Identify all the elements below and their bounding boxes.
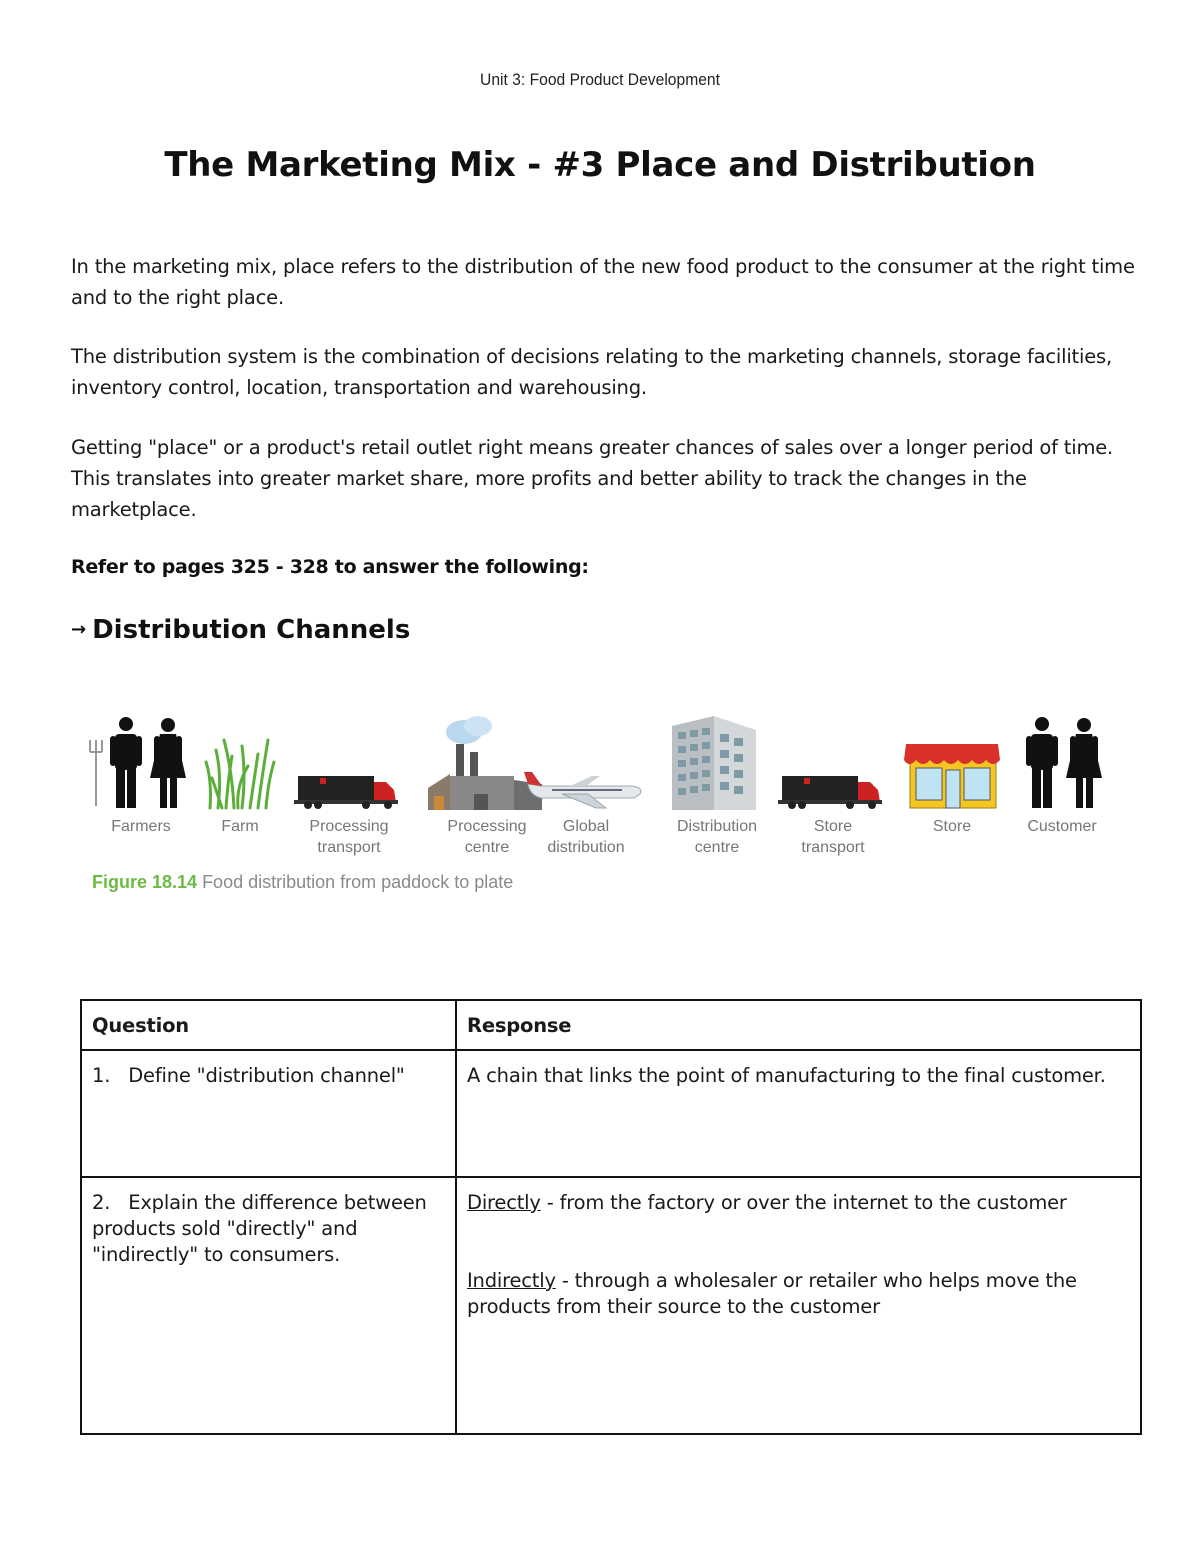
- response-cell: [456, 1177, 1141, 1434]
- figure-step-label: Customer: [1027, 818, 1097, 835]
- figure-step-label: Farmers: [111, 818, 171, 835]
- figure-step-farm: [202, 710, 278, 837]
- figure-step-label: centre: [464, 839, 510, 856]
- question-response-table: [80, 999, 1142, 1435]
- truck-icon: [774, 710, 892, 810]
- figure-step-customer: [1012, 710, 1112, 837]
- figure-caption-text: Food distribution from paddock to plate: [202, 872, 514, 892]
- distribution-system-paragraph: The distribution system is the combination of decisions relating to the marketing channels, storage facilities, inventory control, location, transportation and warehousing.: [71, 345, 1112, 399]
- figure-step-farmers: [88, 710, 194, 837]
- figure-step-label: transport: [317, 839, 381, 856]
- figure-step-label: Processing: [447, 818, 527, 835]
- customer-icon: [1012, 710, 1112, 810]
- figure-step-label: Store: [932, 818, 972, 835]
- indirect-response: [467, 1268, 1130, 1320]
- table-row: [81, 1050, 1141, 1177]
- question-number: 2.: [92, 1191, 111, 1214]
- distribution-figure: [88, 710, 1118, 900]
- arrow-icon: →: [71, 619, 87, 640]
- farm-icon: [202, 710, 278, 810]
- truck-icon: [290, 710, 408, 810]
- question-cell: [81, 1050, 456, 1177]
- question-header: Question: [81, 1000, 456, 1050]
- unit-header: Unit 3: Food Product Development: [480, 70, 720, 89]
- response-cell: [456, 1050, 1141, 1177]
- building-icon: [660, 710, 774, 810]
- figure-step-label: Store: [813, 818, 853, 835]
- direct-term: Directly: [467, 1191, 541, 1214]
- figure-number: Figure 18.14: [92, 872, 198, 892]
- table-row: [81, 1177, 1141, 1434]
- store-icon: [900, 710, 1004, 810]
- figure-caption: [92, 872, 513, 893]
- indirect-text: - through a wholesaler or retailer who helps move the products from their source to the customer: [467, 1269, 1077, 1318]
- refer-instruction: Refer to pages 325 - 328 to answer the following:: [71, 556, 589, 578]
- figure-step-store: [900, 710, 1004, 837]
- figure-step-label: transport: [801, 839, 865, 856]
- farmers-icon: [88, 710, 194, 810]
- figure-step-label: Farm: [221, 818, 259, 835]
- figure-step-label: Global: [562, 818, 610, 835]
- table-header-row: [81, 1000, 1141, 1050]
- figure-step-label: Distribution: [676, 818, 758, 835]
- figure-step-processing-transport: [290, 710, 408, 858]
- place-paragraph: Getting "place" or a product's retail outlet right means greater chances of sales over a longer period of time. This translates into greater market share, more profits and better ability to track the changes in the marketplace.: [71, 436, 1114, 521]
- airplane-icon: [522, 710, 650, 810]
- question-number: 1.: [92, 1064, 111, 1087]
- question-text: Explain the difference between products sold "directly" and "indirectly" to consumers.: [92, 1191, 427, 1266]
- page-title: The Marketing Mix - #3 Place and Distribution: [164, 145, 1036, 185]
- response-header: Response: [456, 1000, 1141, 1050]
- question-cell: [81, 1177, 456, 1434]
- figure-step-label: distribution: [547, 839, 625, 856]
- section-heading-text: Distribution Channels: [92, 615, 411, 645]
- indirect-term: Indirectly: [467, 1269, 556, 1292]
- response-text: A chain that links the point of manufacturing to the final customer.: [467, 1064, 1106, 1087]
- section-heading: [71, 615, 410, 645]
- figure-step-distribution-centre: [660, 710, 774, 858]
- figure-step-label: Processing: [309, 818, 389, 835]
- figure-step-global-distribution: [522, 710, 650, 858]
- question-text: Define "distribution channel": [128, 1064, 405, 1087]
- direct-response: [467, 1190, 1130, 1216]
- figure-step-label: centre: [694, 839, 740, 856]
- direct-text: - from the factory or over the internet to the customer: [540, 1191, 1067, 1214]
- figure-step-store-transport: [774, 710, 892, 858]
- intro-paragraph: In the marketing mix, place refers to the distribution of the new food product to the consumer at the right time and to the right place.: [71, 255, 1135, 309]
